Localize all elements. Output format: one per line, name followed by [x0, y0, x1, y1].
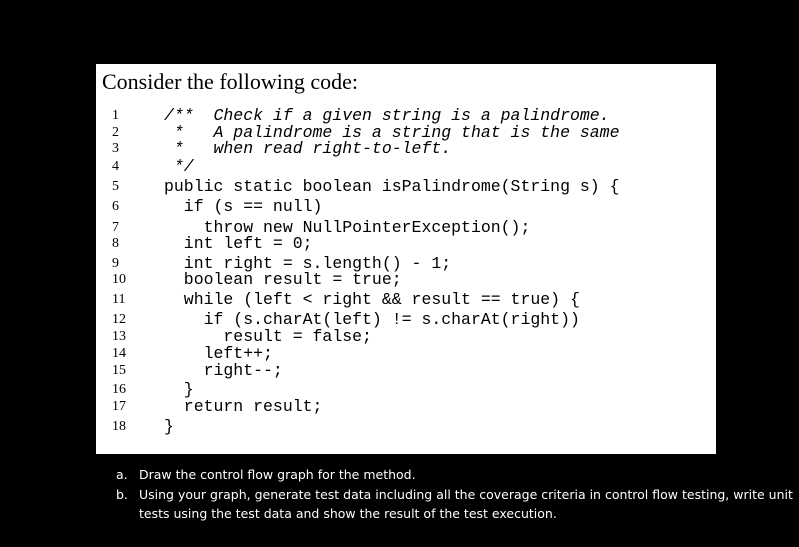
code-text: return result; — [164, 397, 323, 416]
line-number: 15 — [112, 363, 126, 378]
code-text: if (s == null) — [164, 197, 323, 216]
line-number: 2 — [112, 125, 119, 140]
code-text: int right = s.length() - 1; — [164, 254, 452, 273]
line-number: 18 — [112, 419, 126, 434]
line-number: 5 — [112, 179, 119, 194]
code-text: throw new NullPointerException(); — [164, 218, 531, 237]
code-text: boolean result = true; — [164, 270, 402, 289]
line-number: 13 — [112, 329, 126, 344]
code-text: } — [164, 380, 194, 399]
code-text: right--; — [164, 361, 283, 380]
code-text: } — [164, 417, 174, 436]
question-marker: a. — [116, 467, 128, 482]
code-comment: */ — [164, 157, 194, 176]
line-number: 3 — [112, 141, 119, 156]
panel-heading: Consider the following code: — [102, 69, 359, 94]
code-text: result = false; — [164, 327, 372, 346]
question-b — [116, 485, 796, 524]
question-text: Using your graph, generate test data including all the coverage criteria in control flow testing, write unit tests using the test data and show the result of the test execution. — [139, 486, 793, 521]
line-number: 11 — [112, 292, 126, 307]
question-list — [116, 465, 796, 524]
code-text: public static boolean isPalindrome(String s) { — [164, 177, 620, 196]
line-number: 7 — [112, 220, 119, 235]
line-number: 8 — [112, 236, 119, 251]
code-comment: * A palindrome is a string that is the same — [164, 123, 620, 142]
line-number: 12 — [112, 312, 126, 327]
code-text: while (left < right && result == true) { — [164, 290, 580, 309]
question-text: Draw the control flow graph for the method. — [139, 467, 416, 482]
question-marker: b. — [116, 486, 128, 502]
line-number: 9 — [112, 256, 119, 271]
code-panel — [96, 64, 716, 454]
line-number: 17 — [112, 399, 126, 414]
line-number: 4 — [112, 159, 119, 174]
line-number: 16 — [112, 382, 126, 397]
question-a — [116, 465, 796, 485]
code-comment: /** Check if a given string is a palindrome. — [164, 106, 610, 125]
line-number: 1 — [112, 108, 119, 123]
code-text: if (s.charAt(left) != s.charAt(right)) — [164, 310, 580, 329]
code-text: left++; — [164, 344, 273, 363]
line-number: 10 — [112, 272, 126, 287]
line-number: 14 — [112, 346, 126, 361]
code-comment: * when read right-to-left. — [164, 139, 452, 158]
line-number: 6 — [112, 199, 119, 214]
code-text: int left = 0; — [164, 234, 313, 253]
